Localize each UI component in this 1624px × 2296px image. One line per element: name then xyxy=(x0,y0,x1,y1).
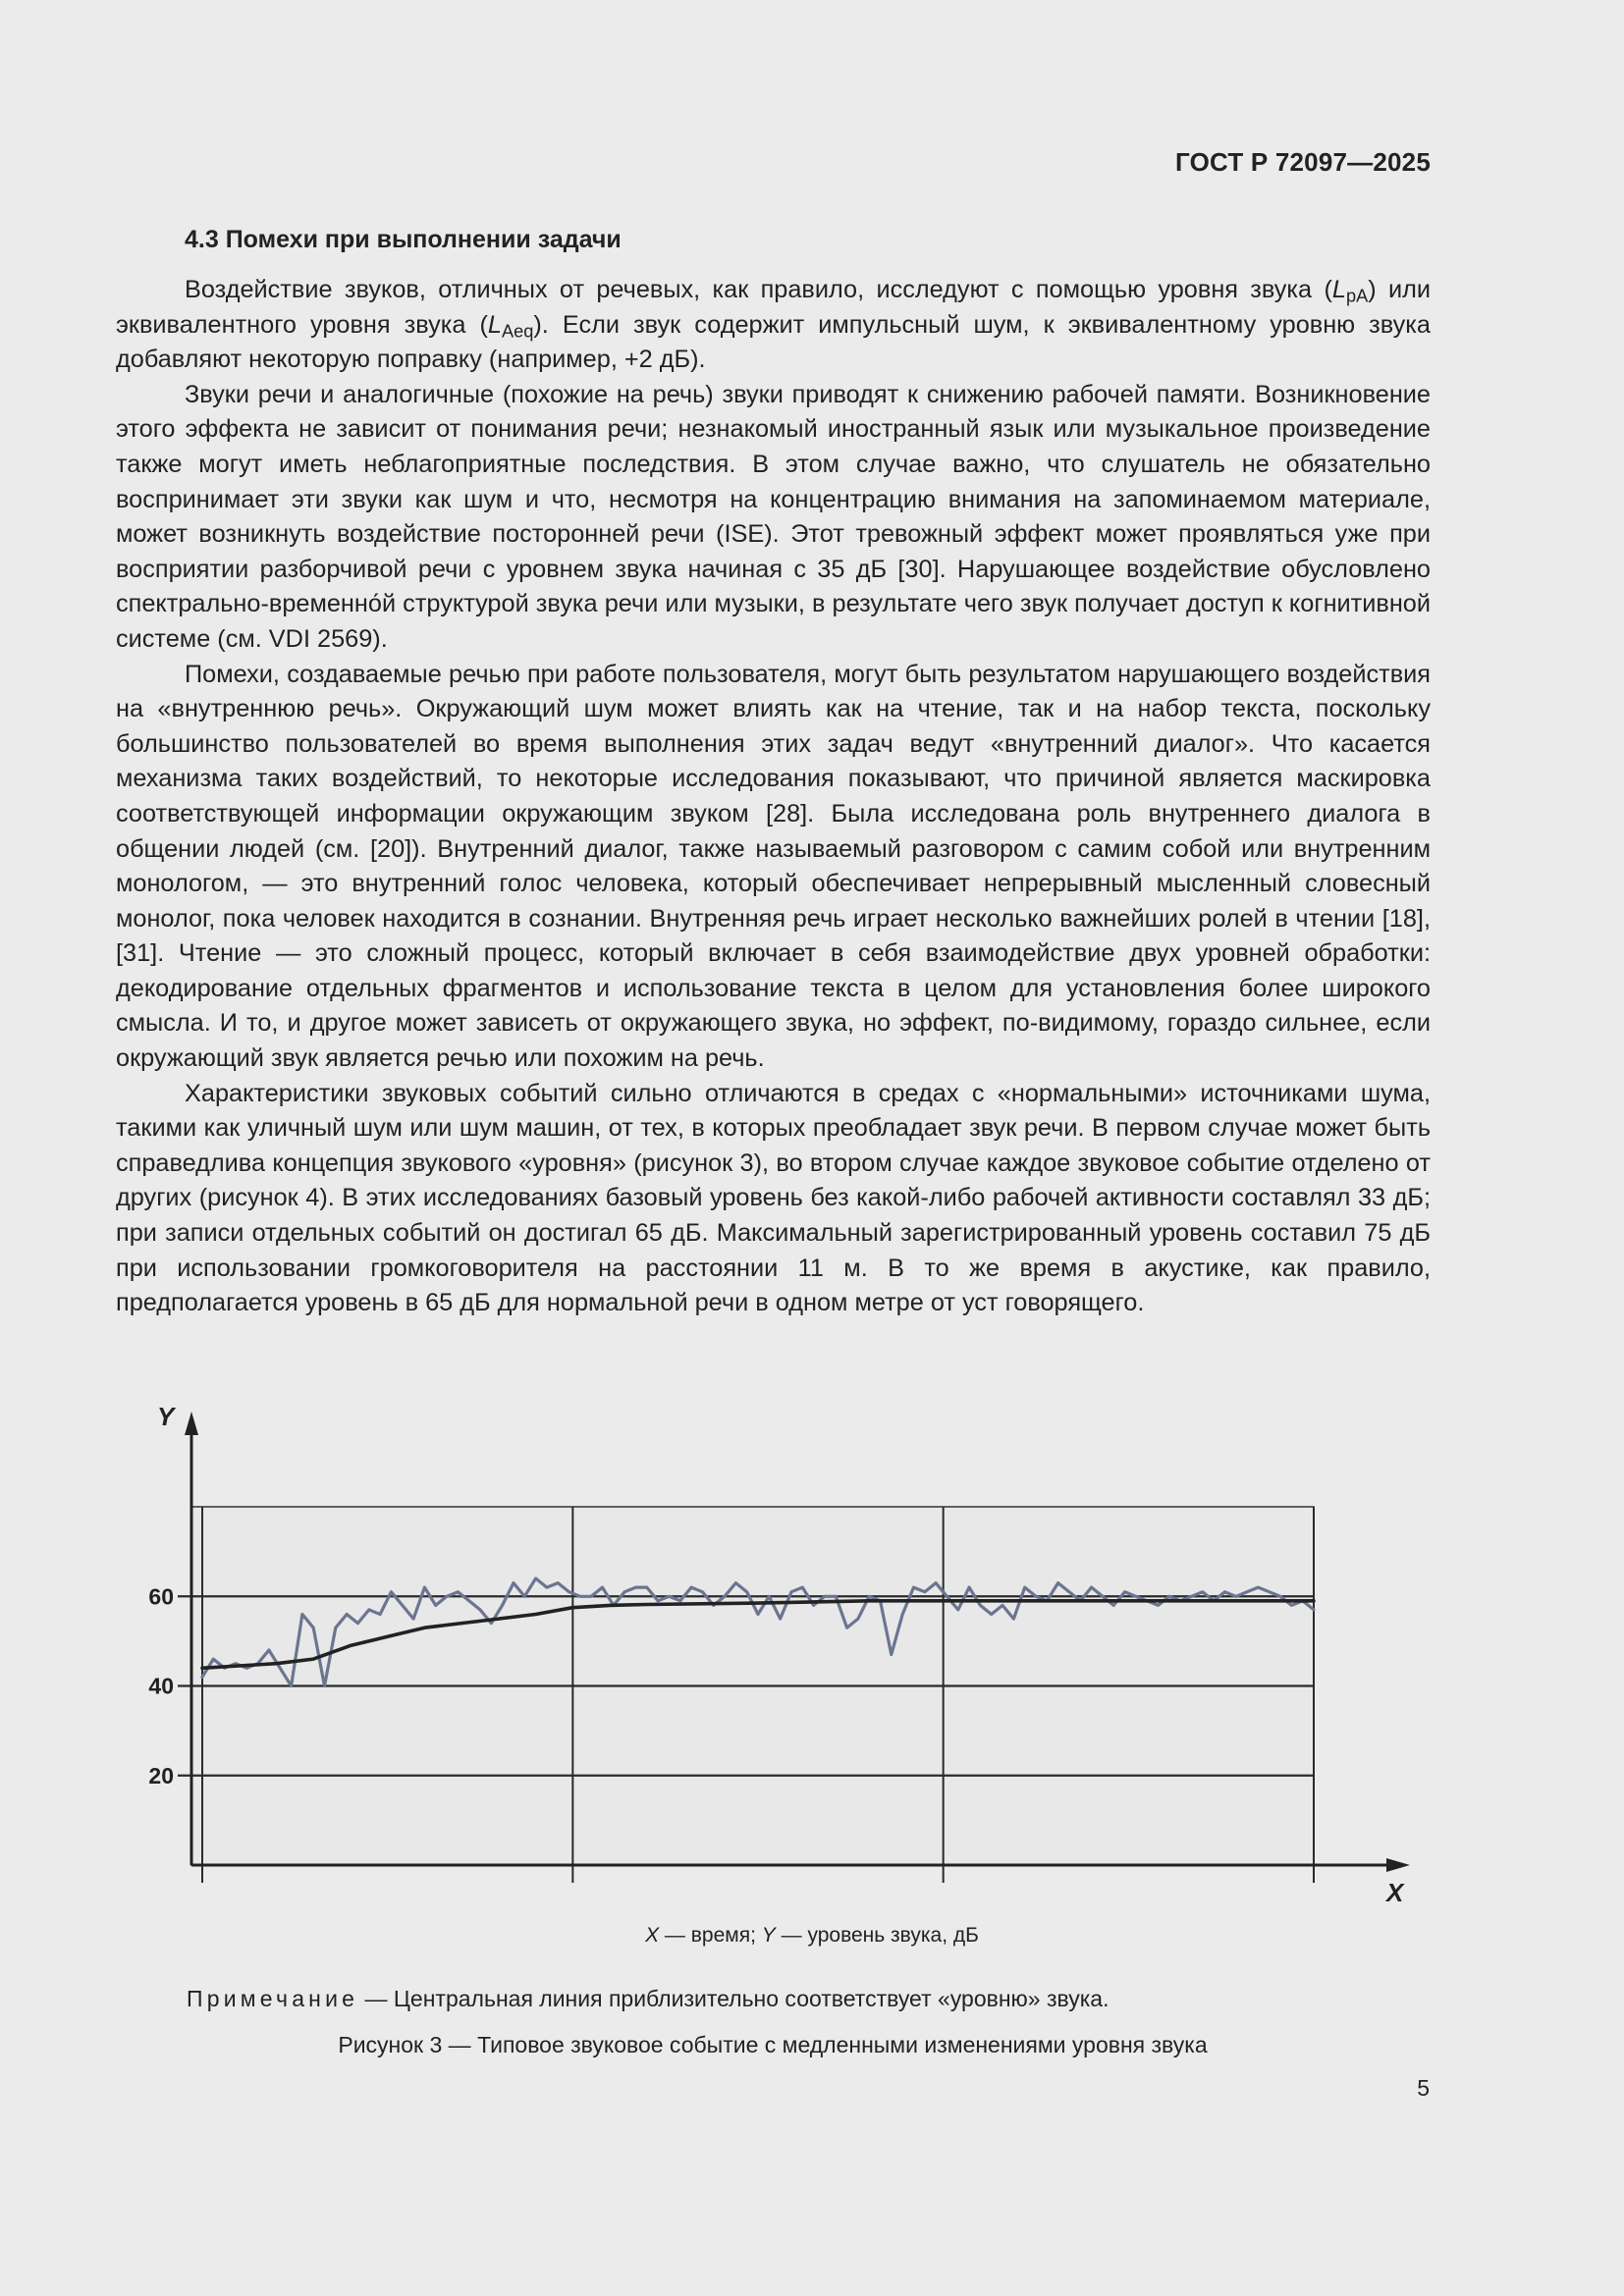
paragraph-1: Воздействие звуков, отличных от речевых, как правило, исследуют с помощью уровня звука $(L_{pA})$ или эквивалентного уровня звука $(L_{Aeq})$. Если звук содержит импульсный шум, к эквивалентному уровню звука добавляют некоторую поправку (например, +2 дБ). xyxy=(116,276,1432,374)
y-axis-arrow xyxy=(185,1412,198,1435)
section-heading: 4.3 Помехи при выполнении задачи xyxy=(185,226,622,253)
paragraph-3: Помехи, создаваемые речью при работе пользователя, могут быть результатом нарушающего воздействия на «внутреннюю речь». Окружающий шум может влиять как на чтение, так и на набор текста, поскольку большинство пользователей во время выполнения этих задач ведут «внутренний диалог». Что касается механизма таких воздействий, то некоторые исследования показывают, что причиной является маскировка соответствующей информации окружающим звуком [28]. Была исследована роль внутреннего диалога в общении людей (см. [20]). Внутренний диалог, также называемый разговором с самим собой или внутренним монологом, — это внутренний голос человека, который обеспечивает непрерывный мысленный словесный монолог, пока человек находится в сознании. Внутренняя речь играет несколько важнейших ролей в чтении [18], [31]. Чтение — это сложный процесс, который включает в себя взаимодействие двух уровней обработки: декодирование отдельных фрагментов и использование текста в целом для установления более широкого смысла. И то, и другое может зависеть от окружающего звука, но эффект, по-видимому, гораздо сильнее, если окружающий звук является речью или похожим на речь. xyxy=(116,660,1431,1073)
y-axis-label: Y xyxy=(157,1404,175,1431)
figure-caption: Рисунок 3 — Типовое звуковое событие с медленными изменениями уровня звука xyxy=(338,2032,1208,2057)
x-axis-arrow xyxy=(1386,1858,1410,1872)
axis-legend: X — время; Y — уровень звука, дБ xyxy=(645,1924,979,1947)
y-tick-label-20: 20 xyxy=(148,1762,174,1789)
page-number: 5 xyxy=(1417,2075,1430,2101)
paragraph-2: Звуки речи и аналогичные (похожие на речь) звуки приводят к снижению рабочей памяти. Возникновение этого эффекта не зависит от понимания речи; незнакомый иностранный язык или музыкальное произведение также могут иметь неблагоприятные последствия. В этом случае важно, что слушатель не обязательно воспринимает эти звуки как шум и что, несмотря на концентрацию внимания на запоминаемом материале, может возникнуть воздействие посторонней речи (ISE). Этот тревожный эффект может проявляться уже при восприятии разборчивой речи с уровнем звука начиная с 35 дБ [30]. Нарушающее воздействие обусловлено спектрально-временно́й структурой звука речи или музыки, в результате чего звук получает доступ к когнитивной системе (см. VDI 2569). xyxy=(116,380,1431,653)
body-text xyxy=(116,273,1431,1321)
x-axis-label: X xyxy=(1386,1878,1404,1907)
y-tick-label-40: 40 xyxy=(148,1673,174,1699)
chart-svg xyxy=(137,1404,1434,1914)
note-label: Примечание xyxy=(187,1986,359,2011)
y-tick-label-60: 60 xyxy=(148,1583,174,1610)
sound-level-chart xyxy=(137,1404,1434,1914)
standard-designation: ГОСТ Р 72097—2025 xyxy=(1175,147,1431,177)
paragraph-4: Характеристики звуковых событий сильно отличаются в средах с «нормальными» источниками шума, такими как уличный шум или шум машин, от тех, в которых преобладает звук речи. В первом случае может быть справедлива концепция звукового «уровня» (рисунок 3), во втором случае каждое звуковое событие отделено от других (рисунок 4). В этих исследованиях базовый уровень без какой-либо рабочей активности составлял 33 дБ; при записи отдельных событий он достигал 65 дБ. Максимальный зарегистрированный уровень составил 75 дБ при использовании громкоговорителя на расстоянии 11 м. В то же время в акустике, как правило, предполагается уровень в 65 дБ для нормальной речи в одном метре от уст говорящего. xyxy=(116,1079,1431,1317)
note-text: — Центральная линия приблизительно соответствует «уровню» звука. xyxy=(358,1986,1110,2011)
figure-note xyxy=(187,1986,1110,2012)
